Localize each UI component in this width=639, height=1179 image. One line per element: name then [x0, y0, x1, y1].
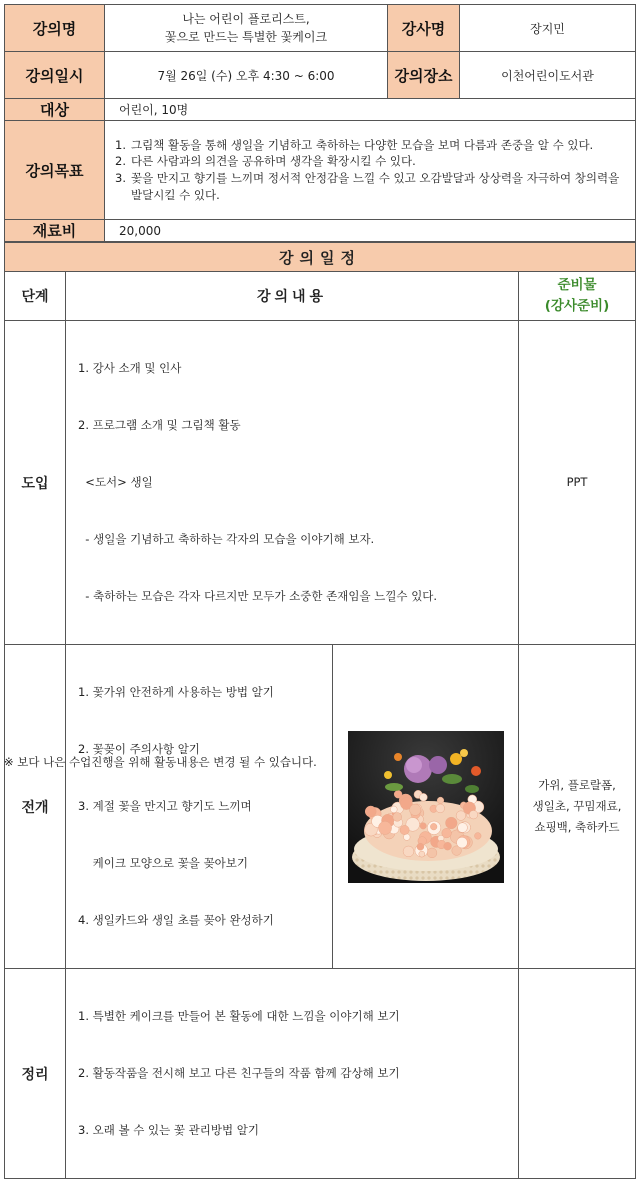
goal-item-2: 2. 다른 사람과의 의견을 공유하며 생각을 확장시킬 수 있다. — [115, 154, 416, 169]
list-item: 2. 프로그램 소개 및 그림책 활동 — [78, 418, 241, 432]
col-header-stage: 단계 — [5, 272, 66, 321]
prep-header-line2: (강사준비) — [544, 298, 610, 314]
stage-wrapup: 정리 — [5, 969, 66, 1179]
list-item: 케이크 모양으로 꽃을 꽂아보기 — [78, 856, 249, 870]
wrapup-prep — [519, 969, 636, 1179]
venue-value: 이천어린이도서관 — [460, 52, 636, 99]
lecture-name-value — [105, 5, 388, 52]
rose-shape — [418, 851, 424, 857]
rose-shape — [427, 848, 437, 858]
rose-shape — [419, 793, 427, 801]
lecture-name-line2: 꽃으로 만드는 특별한 꽃케이크 — [164, 30, 328, 44]
rose-shape — [400, 825, 409, 834]
col-header-prep — [519, 272, 636, 321]
development-content — [66, 645, 333, 969]
prep-header-line1: 준비물 — [557, 277, 597, 293]
stage-development: 전개 — [5, 645, 66, 969]
prep-item: 생일초, 꾸밈재료, — [532, 799, 622, 813]
list-item: - 축하하는 모습은 각자 다르지만 모두가 소중한 존재임을 느낄수 있다. — [78, 589, 438, 603]
list-item: 1. 강사 소개 및 인사 — [78, 361, 182, 375]
rose-shape — [378, 821, 391, 834]
lecture-info-table — [4, 4, 636, 242]
schedule-table — [4, 242, 636, 1179]
rose-shape — [469, 810, 478, 819]
list-item: 2. 꽃꽂이 주의사항 알기 — [78, 742, 200, 756]
goal-item-1: 1. 그림책 활동을 통해 생일을 기념하고 축하하는 다양한 모습을 보며 다름과 존중을 알 수 있다. — [115, 137, 594, 152]
list-item: 4. 생일카드와 생일 초를 꽂아 완성하기 — [78, 913, 274, 927]
rose-shape — [456, 837, 467, 848]
list-item: 1. 특별한 케이크를 만들어 본 활동에 대한 느낌을 이야기해 보기 — [78, 1009, 400, 1023]
prep-item: PPT — [566, 475, 588, 489]
target-value: 어린이, 10명 — [105, 99, 636, 121]
rose-shape — [416, 843, 423, 850]
rose-shape — [430, 823, 437, 830]
intro-content — [66, 321, 519, 645]
flower-cake-image — [348, 731, 504, 883]
wrapup-content — [66, 969, 519, 1179]
list-item: 3. 계절 꽃을 만지고 향기도 느끼며 — [78, 799, 252, 813]
rose-shape — [456, 810, 466, 820]
rose-shape — [409, 804, 420, 815]
rose-shape — [403, 846, 414, 857]
date-label: 강의일시 — [5, 52, 105, 99]
goals-label: 강의목표 — [5, 121, 105, 220]
rose-shape — [457, 822, 467, 832]
rose-shape — [437, 797, 444, 804]
venue-label: 강의장소 — [388, 52, 460, 99]
col-header-content: 강의내용 — [66, 272, 519, 321]
rose-shape — [445, 817, 457, 829]
flower-cake-photo — [348, 731, 504, 883]
prep-item: 쇼핑백, 축하카드 — [534, 820, 620, 834]
date-value: 7월 26일 (수) 오후 4:30 ~ 6:00 — [105, 52, 388, 99]
list-item: 3. 오래 볼 수 있는 꽃 관리방법 알기 — [78, 1123, 259, 1137]
list-item: 2. 활동작품을 전시해 보고 다른 친구들의 작품 함께 감상해 보기 — [78, 1066, 400, 1080]
rose-shape — [443, 842, 451, 850]
fee-label: 재료비 — [5, 220, 105, 242]
target-label: 대상 — [5, 99, 105, 121]
rose-shape — [435, 804, 444, 813]
rose-shape — [365, 806, 376, 817]
instructor-value: 장지민 — [460, 5, 636, 52]
schedule-title: 강의일정 — [5, 243, 636, 272]
list-item: <도서> 생일 — [78, 475, 153, 489]
photo-cell — [333, 645, 519, 969]
list-item: 1. 꽃가위 안전하게 사용하는 방법 알기 — [78, 685, 274, 699]
rose-shape — [392, 812, 401, 821]
list-item: - 생일을 기념하고 축하하는 각자의 모습을 이야기해 보자. — [78, 532, 375, 546]
lecture-name-line1: 나는 어린이 플로리스트, — [182, 12, 310, 26]
development-prep — [519, 645, 636, 969]
instructor-label: 강사명 — [388, 5, 460, 52]
goal-item-3: 3. 꽃을 만지고 향기를 느끼며 정서적 안정감을 느낄 수 있고 오감발달과 상상력을 자극하여 창의력을 발달시킬 수 있다. — [115, 171, 620, 202]
intro-prep — [519, 321, 636, 645]
rose-shape — [420, 822, 426, 828]
footnote: ※ 보다 나은 수업진행을 위해 활동내용은 변경 될 수 있습니다. — [4, 755, 317, 769]
rose-shape — [390, 806, 397, 813]
prep-item: 가위, 플로랄폼, — [538, 778, 616, 792]
goals-list — [105, 121, 636, 220]
lecture-name-label: 강의명 — [5, 5, 105, 52]
fee-value: 20,000 — [105, 220, 636, 242]
stage-intro: 도입 — [5, 321, 66, 645]
rose-shape — [474, 832, 481, 839]
